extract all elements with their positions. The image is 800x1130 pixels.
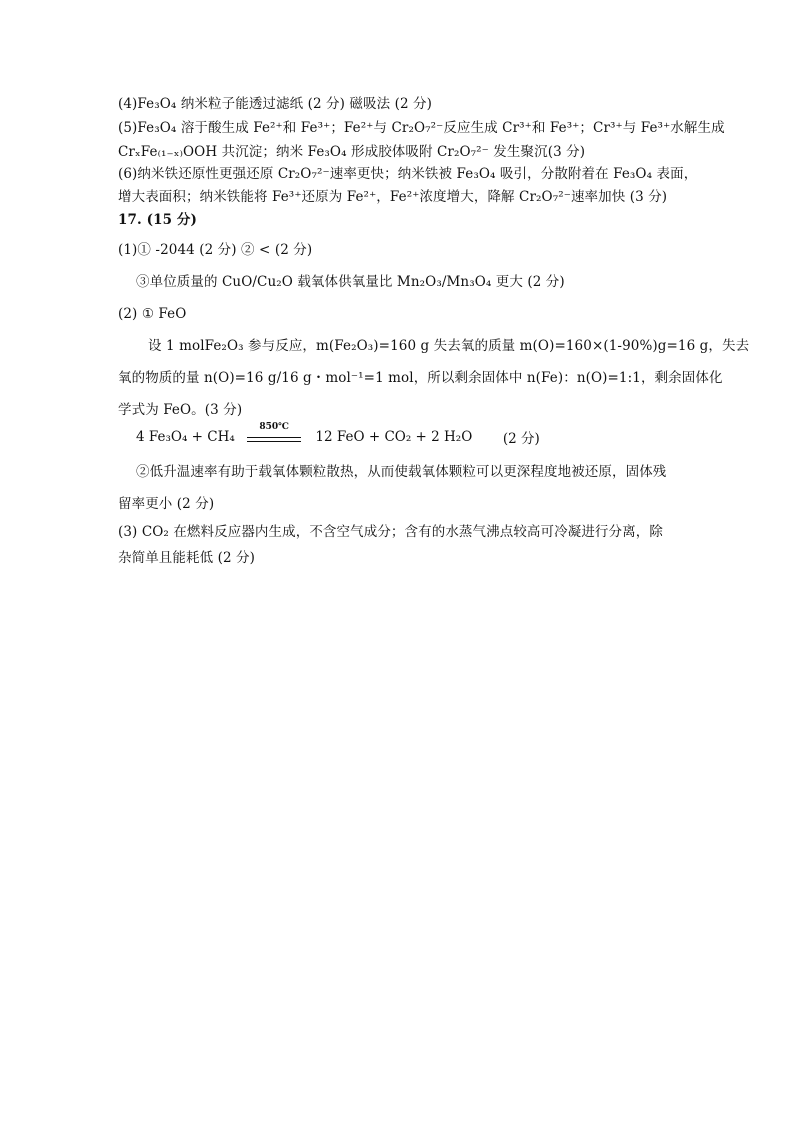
answer-5-line-1: (5)Fe₃O₄ 溶于酸生成 Fe²⁺和 Fe³⁺；Fe²⁺与 Cr₂O₇²⁻反应生成 Cr³⁺和 Fe³⁺；Cr³⁺与 Fe³⁺水解生成 (118, 120, 725, 136)
question-17-heading: 17. (15 分) (118, 212, 197, 228)
answer-17-2-2-line-1: ②低升温速率有助于载氧体颗粒散热，从而使载氧体颗粒可以更深程度地被还原，固体残 (136, 464, 667, 480)
answer-17-1: (1)① -2044 (2 分) ② < (2 分) (118, 242, 313, 258)
answer-17-2-2-line-2: 留率更小 (2 分) (118, 496, 215, 512)
answer-6-line-2: 增大表面积；纳米铁能将 Fe³⁺还原为 Fe²⁺，Fe²⁺浓度增大，降解 Cr₂O₇²⁻速率加快 (3 分) (118, 189, 668, 205)
equation-condition: 850℃ (259, 422, 289, 432)
answer-17-3-line-2: 杂简单且能耗低 (2 分) (118, 550, 256, 566)
equation-products: 12 FeO + CO₂ + 2 H₂O (315, 429, 473, 445)
equals-sign-bottom-line (247, 441, 301, 442)
equation-condition-arrow (245, 422, 303, 448)
equation-reactants: 4 Fe₃O₄ + CH₄ (136, 429, 235, 445)
answer-6-line-1: (6)纳米铁还原性更强还原 Cr₂O₇²⁻速率更快；纳米铁被 Fe₃O₄ 吸引，分散附着在 Fe₃O₄ 表面， (118, 166, 698, 182)
answer-5-line-2: CrₓFe₍₁₋ₓ₎OOH 共沉淀；纳米 Fe₃O₄ 形成胶体吸附 Cr₂O₇²⁻ 发生聚沉(3 分) (118, 144, 586, 160)
answer-17-2-calc-line-3: 学式为 FeO。(3 分) (118, 402, 243, 418)
equation-score: (2 分) (502, 431, 540, 447)
answer-17-2-1: (2) ① FeO (118, 306, 187, 322)
answer-17-2-calc-line-2: 氧的物质的量 n(O)=16 g/16 g・mol⁻¹=1 mol，所以剩余固体中 n(Fe)：n(O)=1:1，剩余固体化 (118, 370, 723, 386)
equals-sign-top-line (247, 437, 301, 438)
answer-17-3-line-1: (3) CO₂ 在燃料反应器内生成，不含空气成分；含有的水蒸气沸点较高可冷凝进行分离，除 (118, 524, 663, 540)
answer-17-2-calc-line-1: 设 1 molFe₂O₃ 参与反应，m(Fe₂O₃)=160 g 失去氧的质量 m(O)=160×(1-90%)g=16 g，失去 (148, 338, 750, 354)
chemical-equation (136, 422, 540, 452)
answer-17-1-3: ③单位质量的 CuO/Cu₂O 载氧体供氧量比 Mn₂O₃/Mn₃O₄ 更大 (2 分) (136, 274, 565, 290)
answer-4: (4)Fe₃O₄ 纳米粒子能透过滤纸 (2 分) 磁吸法 (2 分) (118, 96, 433, 112)
